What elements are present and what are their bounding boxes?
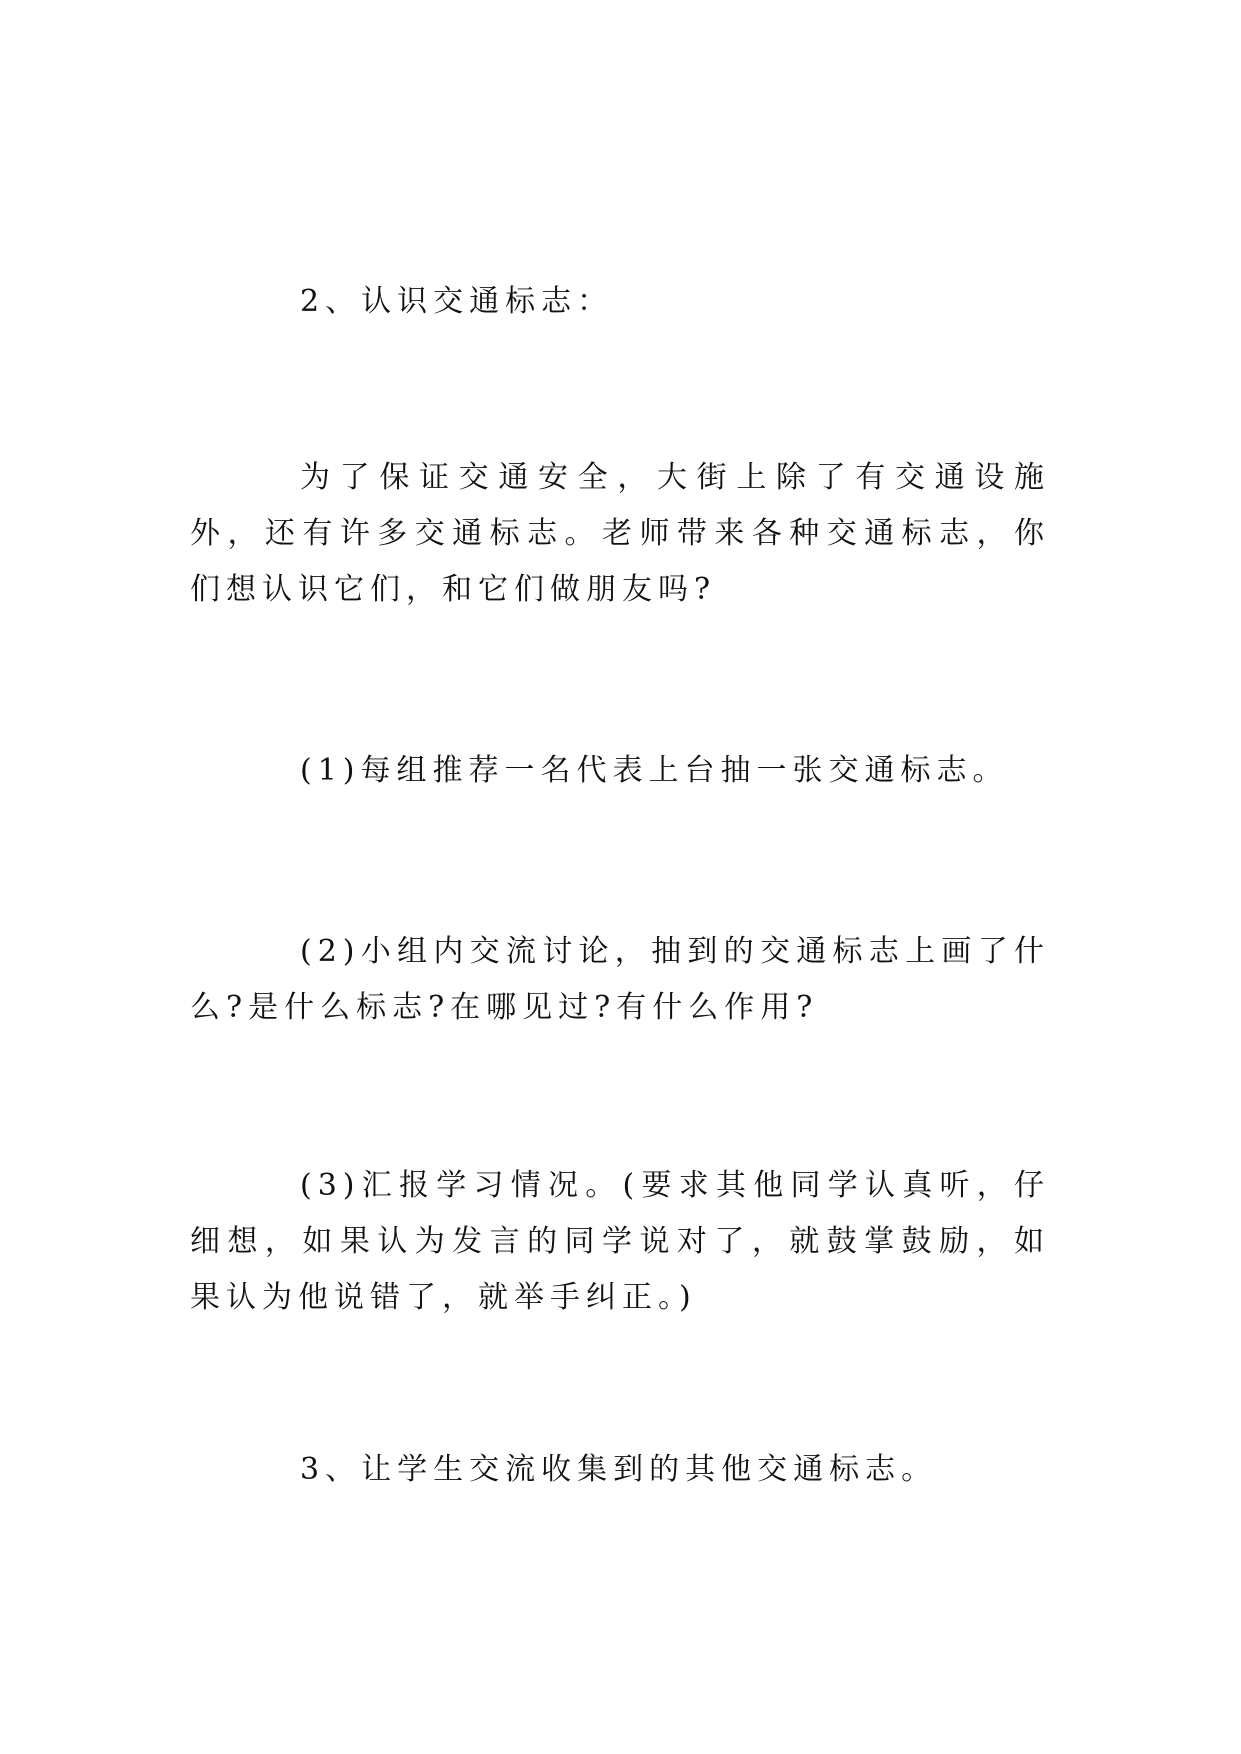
step-3-paragraph: (3)汇报学习情况。(要求其他同学认真听，仔细想，如果认为发言的同学说对了，就鼓掌鼓励，如果认为他说错了，就举手纠正。) <box>190 1168 1050 1315</box>
intro-paragraph: 为了保证交通安全，大街上除了有交通设施外，还有许多交通标志。老师带来各种交通标志，你们想认识它们，和它们做朋友吗? <box>190 460 1050 607</box>
step-2-paragraph: (2)小组内交流讨论，抽到的交通标志上画了什么?是什么标志?在哪见过?有什么作用? <box>190 934 1050 1025</box>
step-1-paragraph: (1)每组推荐一名代表上台抽一张交通标志。 <box>300 753 1009 788</box>
section-heading-recognize-signs: 2、认识交通标志： <box>300 284 614 319</box>
section-heading-exchange-signs: 3、让学生交流收集到的其他交通标志。 <box>300 1452 938 1487</box>
